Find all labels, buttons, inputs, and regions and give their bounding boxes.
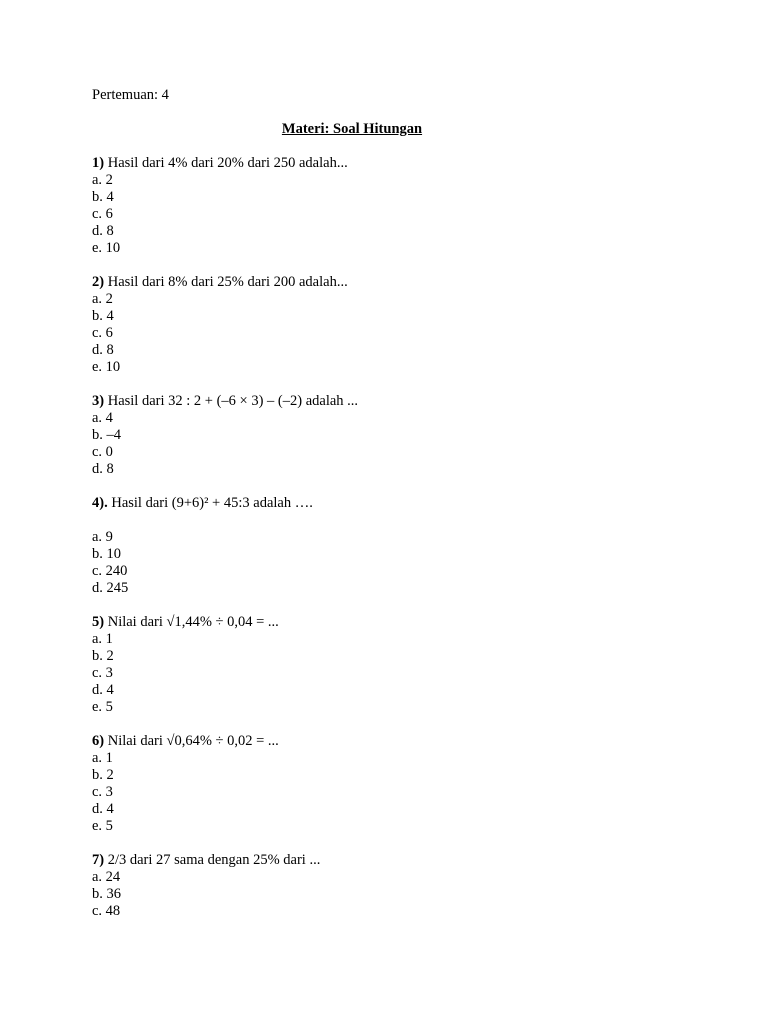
answer-option: d. 245 [92,580,129,596]
answer-option: b. 10 [92,546,121,562]
answer-option: d. 8 [92,223,114,239]
spacer [92,512,692,529]
spacer [92,257,692,274]
spacer [92,835,692,852]
spacer [92,104,692,121]
spacer [92,376,692,393]
question-number: 2) [92,274,105,290]
question-text [92,733,692,750]
question-body: Hasil dari 4% dari 20% dari 250 adalah... [104,155,348,171]
question-body: 2/3 dari 27 sama dengan 25% dari ... [104,852,321,868]
answer-option: b. 2 [92,648,114,664]
answer-option: c. 240 [92,563,128,579]
question-text [92,495,692,512]
answer-option: c. 3 [92,665,113,681]
question-body: Hasil dari 8% dari 25% dari 200 adalah... [104,274,348,290]
question-body: Nilai dari √1,44% ÷ 0,04 = ... [104,614,279,630]
spacer [92,138,692,155]
answer-option: b. 4 [92,308,114,324]
answer-option: c. 6 [92,325,113,341]
answer-option: b. 4 [92,189,114,205]
question-text [92,852,692,869]
answer-option: a. 4 [92,410,113,426]
spacer [92,716,692,733]
question-text [92,155,692,172]
answer-option: c. 6 [92,206,113,222]
answer-option: c. 0 [92,444,113,460]
question-number: 7) [92,852,105,868]
answer-option: d. 4 [92,801,114,817]
answer-option: e. 5 [92,699,113,715]
question-block [92,495,692,597]
answer-option: a. 9 [92,529,113,545]
question-block [92,852,692,920]
question-number: 3) [92,393,105,409]
answer-option: a. 1 [92,750,113,766]
answer-option: b. –4 [92,427,121,443]
question-block [92,155,692,257]
answer-option: b. 2 [92,767,114,783]
question-number: 5) [92,614,105,630]
question-body: Hasil dari 32 : 2 + (–6 × 3) – (–2) adalah ... [104,393,359,409]
question-block [92,614,692,716]
spacer [92,478,692,495]
answer-option: a. 24 [92,869,121,885]
question-block [92,733,692,835]
question-number: 4). [92,495,108,511]
question-block [92,274,692,376]
answer-option: e. 5 [92,818,113,834]
answer-option: c. 3 [92,784,113,800]
question-number: 6) [92,733,105,749]
question-number: 1) [92,155,105,171]
answer-option: a. 2 [92,172,113,188]
document-page [92,87,692,920]
answer-option: e. 10 [92,240,121,256]
question-block [92,393,692,478]
answer-option: a. 1 [92,631,113,647]
answer-option: c. 48 [92,903,121,919]
document-title: Materi: Soal Hitungan [281,121,423,137]
question-text [92,614,692,631]
meeting-label: Pertemuan: 4 [92,87,169,103]
question-body: Nilai dari √0,64% ÷ 0,02 = ... [104,733,279,749]
answer-option: d. 4 [92,682,114,698]
answer-option: d. 8 [92,461,114,477]
question-body: Hasil dari (9+6)² + 45:3 adalah …. [107,495,313,511]
answer-option: b. 36 [92,886,121,902]
answer-option: d. 8 [92,342,114,358]
question-text [92,393,692,410]
spacer [92,597,692,614]
question-text [92,274,692,291]
answer-option: e. 10 [92,359,121,375]
answer-option: a. 2 [92,291,113,307]
